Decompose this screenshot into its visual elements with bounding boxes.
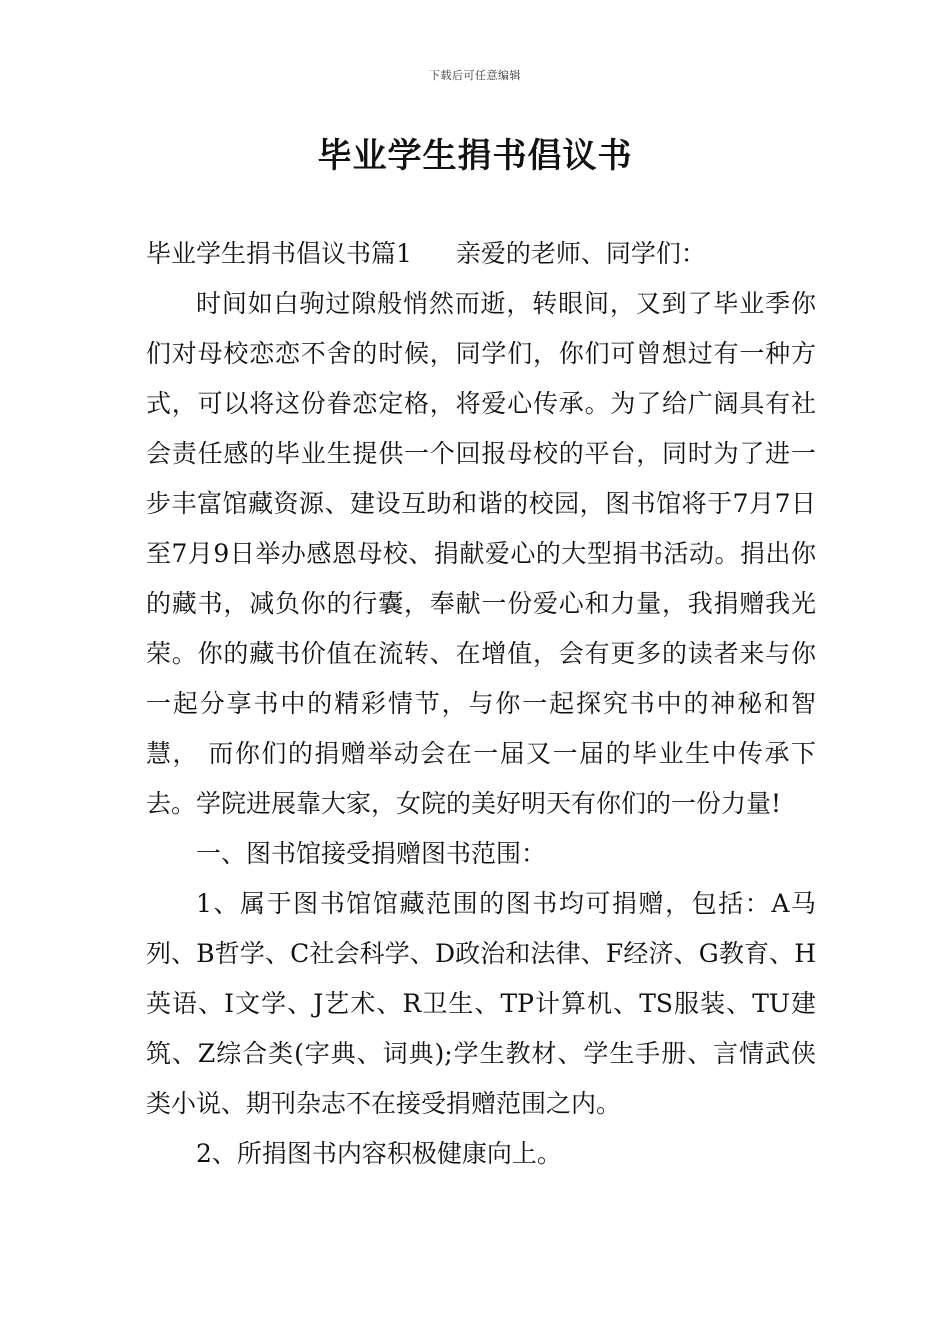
document-body: [146, 229, 816, 1179]
paragraph-scope-item-1: 1、属于图书馆馆藏范围的图书均可捐赠，包括：A马列、B哲学、C社会科学、D政治和法律、F经济、G教育、H英语、I文学、J艺术、R卫生、TP计算机、TS服装、TU建筑、Z综合类(字典、词典);学生教材、学生手册、言情武侠类小说、期刊杂志不在接受捐赠范围之内。: [146, 889, 816, 1118]
document-title: 毕业学生捐书倡议书: [317, 136, 633, 176]
part-title: 毕业学生捐书倡议书篇1: [146, 239, 412, 268]
paragraph-scope-item-2: 2、所捐图书内容积极健康向上。: [196, 1139, 562, 1168]
intro-line: [146, 229, 816, 279]
salutation: 亲爱的老师、同学们：: [455, 239, 706, 268]
paragraph-main: 时间如白驹过隙般悄然而逝，转眼间，又到了毕业季你们对母校恋恋不舍的时候，同学们，你们可曾想过有一种方式，可以将这份眷恋定格，将爱心传承。为了给广阔具有社会责任感的毕业生提供一个回报母校的平台，同时为了进一步丰富馆藏资源、建设互助和谐的校园，图书馆将于7月7日至7月9日举办感恩母校、捐献爱心的大型捐书活动。捐出你的藏书，减负你的行囊，奉献一份爱心和力量，我捐赠我光荣。你的藏书价值在流转、在增值，会有更多的读者来与你一起分享书中的精彩情节，与你一起探究书中的神秘和智慧， 而你们的捐赠举动会在一届又一届的毕业生中传承下去。学院进展靠大家，女院的美好明天有你们的一份力量!: [146, 289, 816, 818]
header-note: 下载后可任意编辑: [429, 69, 521, 82]
paragraph-section-heading: 一、图书馆接受捐赠图书范围：: [196, 839, 547, 868]
